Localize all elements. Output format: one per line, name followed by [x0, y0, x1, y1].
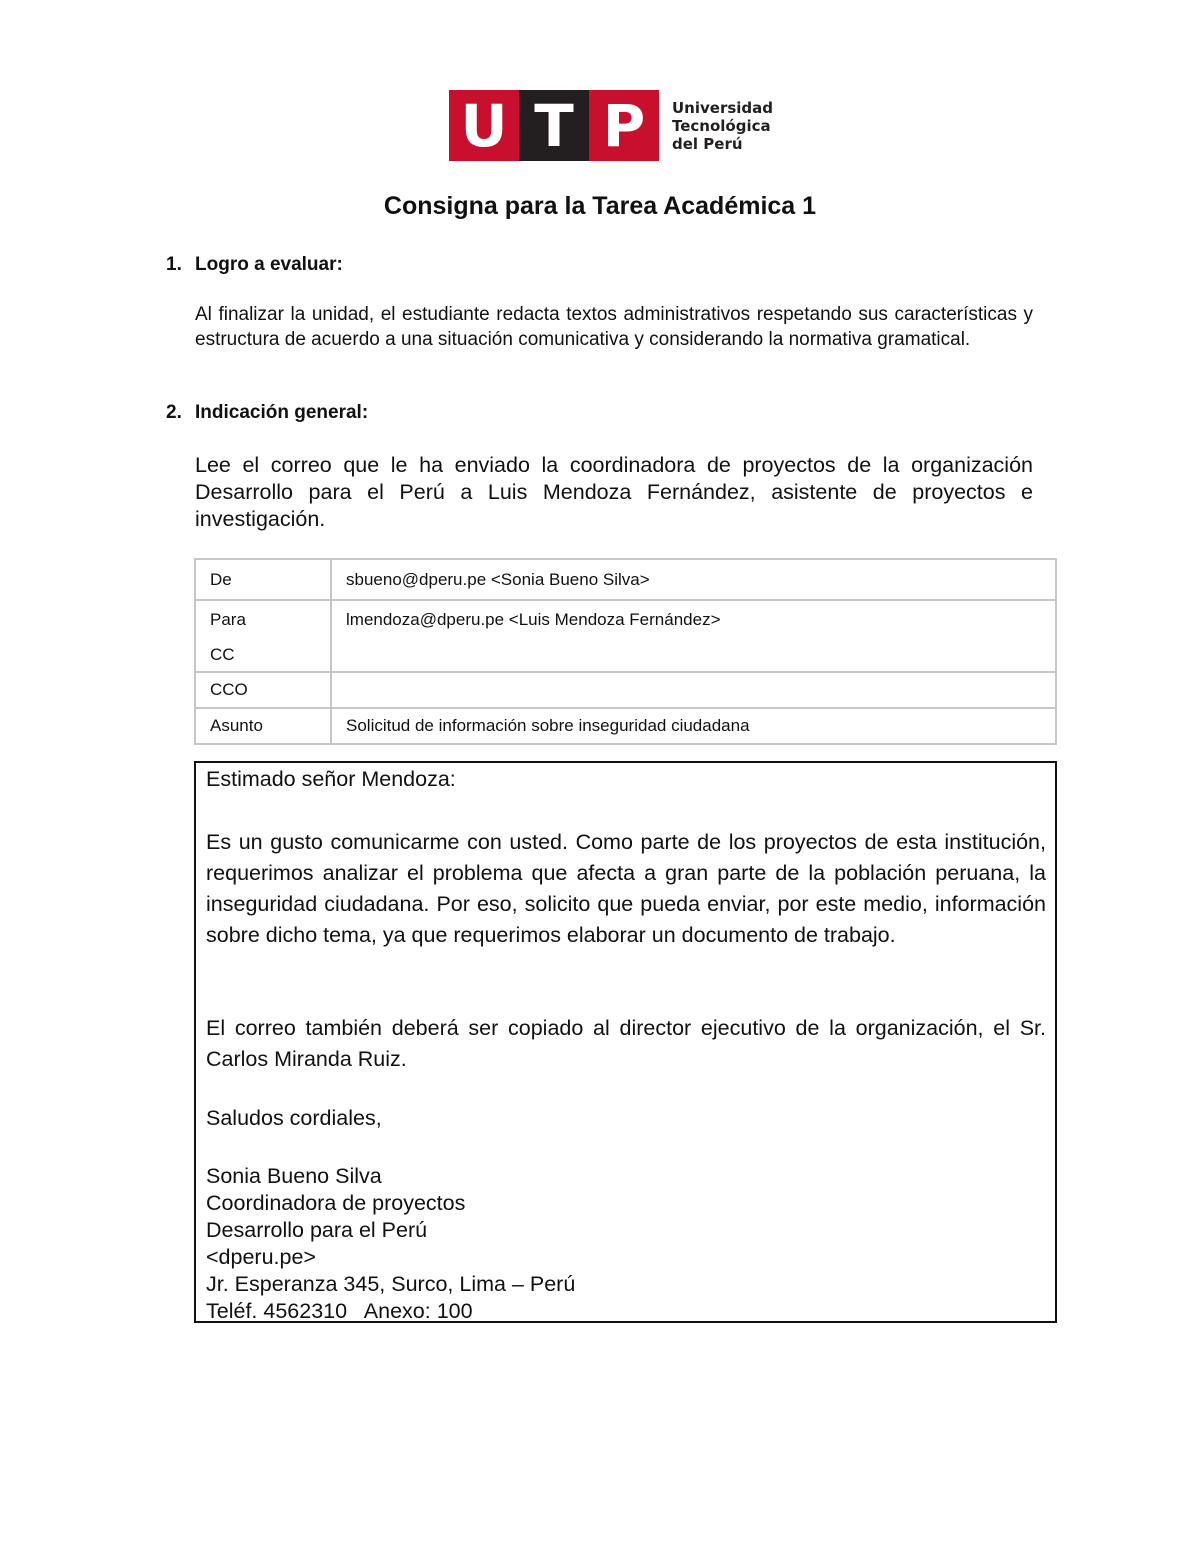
logo-text-line: Tecnológica: [672, 116, 771, 135]
cc-label: CC: [195, 638, 331, 672]
signature-website: <dperu.pe>: [206, 1245, 316, 1269]
section-title: Logro a evaluar:: [195, 254, 343, 275]
section-number: 1.: [166, 254, 182, 275]
table-row: [195, 559, 1056, 600]
signature-phone: Teléf. 4562310 Anexo: 100: [206, 1299, 473, 1323]
table-row: [195, 708, 1056, 744]
email-greeting: Estimado señor Mendoza:: [206, 767, 456, 791]
logo-text-line: del Perú: [672, 134, 743, 153]
signature-name: Sonia Bueno Silva: [206, 1164, 382, 1188]
para-value: lmendoza@dperu.pe <Luis Mendoza Fernández>: [331, 600, 1056, 672]
logo-wordmark: [672, 99, 792, 153]
email-paragraph-1: Es un gusto comunicarme con usted. Como parte de los proyectos de esta institución, requerimos analizar el problema que afecta a gran parte de la población peruana, la inseguridad ciudadana. Por eso, solicito que pueda enviar, por este medio, información sobre dicho tema, ya que requerimos elaborar un documento de trabajo.: [206, 830, 1046, 947]
section-title: Indicación general:: [195, 402, 369, 423]
asunto-value: Solicitud de información sobre inseguridad ciudadana: [331, 708, 1056, 744]
logo-letter-u: U: [449, 90, 519, 161]
table-row: [195, 600, 1056, 638]
utp-logo: [449, 90, 792, 161]
logo-letter-p: P: [589, 90, 659, 161]
cco-label: CCO: [195, 672, 331, 708]
section-1-text: Al finalizar la unidad, el estudiante redacta textos administrativos respetando sus características y estructura de acuerdo a una situación comunicativa y considerando la normativa gramatical.: [195, 304, 1033, 350]
section-2-text: Lee el correo que le ha enviado la coordinadora de proyectos de la organización Desarrollo para el Perú a Luis Mendoza Fernández, asistente de proyectos e investigación.: [195, 453, 1033, 531]
section-2-heading: [166, 402, 368, 424]
logo-letter-t: T: [519, 90, 589, 161]
email-body-box: [194, 761, 1057, 1323]
signature-address: Jr. Esperanza 345, Surco, Lima – Perú: [206, 1272, 576, 1296]
email-header-table: [194, 558, 1057, 745]
section-1-heading: [166, 254, 343, 276]
para-label: Para: [195, 600, 331, 638]
page-title: Consigna para la Tarea Académica 1: [383, 192, 817, 220]
section-number: 2.: [166, 402, 182, 423]
logo-mark: [449, 90, 659, 161]
signature-organization: Desarrollo para el Perú: [206, 1218, 428, 1242]
de-value: sbueno@dperu.pe <Sonia Bueno Silva>: [331, 559, 1056, 600]
table-row: [195, 672, 1056, 708]
de-label: De: [195, 559, 331, 600]
email-signature: [206, 1163, 1046, 1325]
email-paragraph-2: El correo también deberá ser copiado al director ejecutivo de la organización, el Sr. Carlos Miranda Ruiz.: [206, 1016, 1046, 1071]
logo-text-line: Universidad: [672, 98, 774, 117]
asunto-label: Asunto: [195, 708, 331, 744]
signature-role: Coordinadora de proyectos: [206, 1191, 466, 1215]
email-closing: Saludos cordiales,: [206, 1106, 382, 1130]
cco-value: [331, 672, 1056, 708]
